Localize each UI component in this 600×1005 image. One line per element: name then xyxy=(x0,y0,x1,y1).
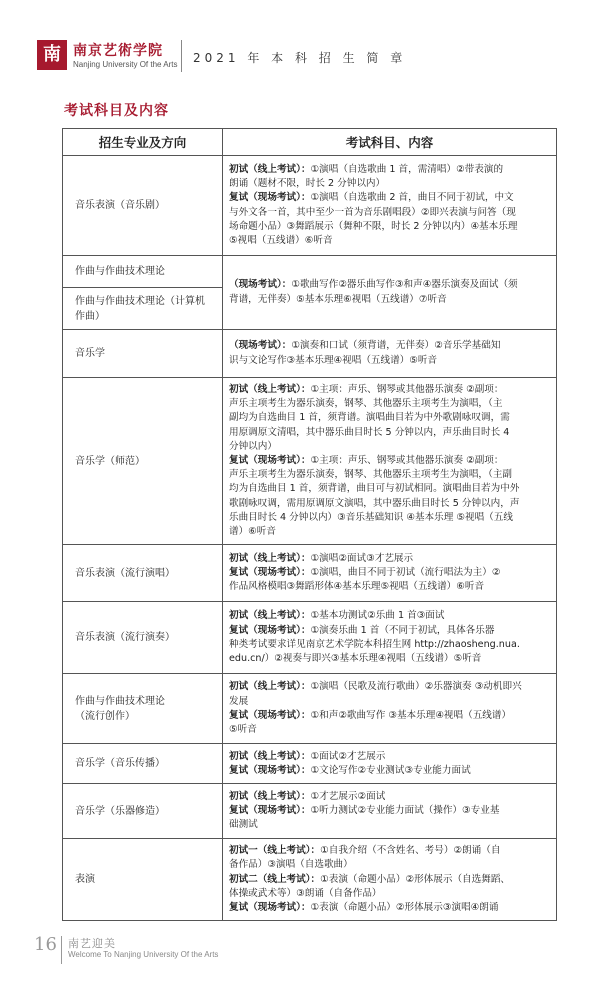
content-line: 识与文论写作③基本乐理④视唱（五线谱）⑤听音 xyxy=(229,354,438,366)
content-cell xyxy=(223,674,557,744)
content-cell xyxy=(223,744,557,784)
content-cell xyxy=(223,256,557,330)
content-line: 初试（线上考试）：①主项：声乐、钢琴或其他器乐演奏 ②副项： xyxy=(229,384,504,395)
major-cell: 作曲与作曲技术理论（计算机作曲） xyxy=(63,288,223,330)
major-cell: 作曲与作曲技术理论 xyxy=(63,256,223,288)
page-number: 16 xyxy=(34,934,57,955)
content-line: 初试（线上考试）：①面试②才艺展示 xyxy=(229,750,386,762)
table-row xyxy=(63,378,557,545)
content-line: 复试（现场考试）：①和声②歌曲写作 ③基本乐理④视唱（五线谱） xyxy=(229,709,512,721)
exam-subjects-table xyxy=(62,128,557,921)
content-line: 复试（现场考试）：①主项：声乐、钢琴或其他器乐演奏 ②副项： xyxy=(229,455,504,467)
content-line: 声乐主项考生为器乐演奏，钢琴、其他器乐主项考生为演唱，（主 xyxy=(229,398,503,410)
university-name-en: Nanjing University Of the Arts xyxy=(73,60,178,69)
table-row xyxy=(63,839,557,921)
content-line: 初试一（线上考试）：①自我介绍（不含姓名、考号）②朗诵（自 xyxy=(229,845,501,857)
major-cell: 音乐学（乐器修造） xyxy=(63,784,223,839)
table-row xyxy=(63,674,557,744)
content-line: 初试（线上考试）：①演唱（民歌及流行歌曲）②乐器演奏 ③动机即兴 xyxy=(229,681,522,693)
major-line: 作曲与作曲技术理论 xyxy=(75,695,165,707)
content-line: ⑤视唱（五线谱）⑥听音 xyxy=(229,234,333,246)
content-line: 分钟以内） xyxy=(229,440,277,452)
content-line: 种类考试要求详见南京艺术学院本科招生网 http://zhaosheng.nua. xyxy=(229,638,520,650)
content-line: 发展 xyxy=(229,695,249,707)
content-line: 复试（现场考试）：①演奏乐曲 1 首（不同于初试，具体各乐器 xyxy=(229,624,495,636)
document-title: 2021 年 本 科 招 生 简 章 xyxy=(193,51,407,65)
content-line: （现场考试）：①歌曲写作②器乐曲写作③和声④器乐演奏及面试（须 xyxy=(229,279,518,291)
content-line: 体操或武术等）③朗诵（自备作品） xyxy=(229,887,382,899)
major-cell: 音乐表演（流行演奏） xyxy=(63,602,223,674)
content-line: edu.cn/）②视奏与即兴③基本乐理④视唱（五线谱）⑤听音 xyxy=(229,652,482,664)
table-row xyxy=(63,744,557,784)
content-line: 与外文各一首，其中至少一首为音乐剧唱段）②即兴表演与问答（现 xyxy=(229,206,516,218)
content-line: 复试（现场考试）：①表演（命题小品）②形体展示③演唱④朗诵 xyxy=(229,902,499,914)
content-line: 复试（现场考试）：①文论写作②专业测试③专业能力面试 xyxy=(229,764,471,776)
university-name-cn: 南京艺術学院 xyxy=(73,43,163,59)
page-header xyxy=(0,0,600,80)
content-line: 初试（线上考试）：①演唱②面试③才艺展示 xyxy=(229,552,414,564)
content-line: 础测试 xyxy=(229,819,258,831)
column-header-major: 招生专业及方向 xyxy=(63,129,223,156)
content-line: 用原调原文清唱，其中器乐曲目时长 5 分钟以内，声乐曲目时长 4 xyxy=(229,426,510,438)
content-line: 副均为自选曲目 1 首，须背谱。演唱曲目若为中外歌剧咏叹调，需 xyxy=(229,412,510,424)
content-line: 歌剧咏叹调，需用原调原文演唱，其中器乐曲目时长 5 分钟以内，声 xyxy=(229,497,520,509)
page-footer xyxy=(0,930,600,1005)
content-line: 复试（现场考试）：①听力测试②专业能力面试（操作）③专业基 xyxy=(229,805,500,817)
column-header-content: 考试科目、内容 xyxy=(223,129,557,156)
section-title: 考试科目及内容 xyxy=(64,103,169,119)
table-row xyxy=(63,602,557,674)
major-cell: 音乐表演（流行演唱） xyxy=(63,545,223,602)
major-cell: 表演 xyxy=(63,839,223,921)
content-line: 朗诵（题材不限，时长 2 分钟以内） xyxy=(229,178,386,190)
major-line: （流行创作） xyxy=(75,710,135,722)
content-cell xyxy=(223,784,557,839)
major-cell: 音乐表演（音乐剧） xyxy=(63,156,223,256)
content-cell xyxy=(223,545,557,602)
table-row xyxy=(63,156,557,256)
content-line: 作品风格模唱③舞蹈形体④基本乐理⑤视唱（五线谱）⑥听音 xyxy=(229,581,485,593)
content-line: 谱）⑥听音 xyxy=(229,526,276,538)
content-line: （现场考试）：①演奏和口试（须背谱，无伴奏）②音乐学基础知 xyxy=(229,340,501,352)
footer-divider xyxy=(61,936,62,964)
content-line: 乐曲目时长 4 分钟以内）③音乐基础知识 ④基本乐理 ⑤视唱（五线 xyxy=(229,511,513,523)
content-line: 场命题小品）③舞蹈展示（舞种不限，时长 2 分钟以内）④基本乐理 xyxy=(229,220,518,232)
content-line: 复试（现场考试）：①演唱，曲目不同于初试（流行唱法为主）② xyxy=(229,567,501,579)
university-logo-icon: 南 xyxy=(37,40,67,70)
content-line: 初试二（线上考试）：①表演（命题小品）②形体展示（自选舞蹈、 xyxy=(229,873,511,885)
major-cell: 音乐学 xyxy=(63,330,223,378)
table-row xyxy=(63,330,557,378)
content-line: 复试（现场考试）：①演唱（自选歌曲 2 首，曲目不同于初试，中文 xyxy=(229,192,514,204)
major-cell xyxy=(63,674,223,744)
content-line: 备作品）③演唱（自选歌曲） xyxy=(229,859,353,871)
content-line: 声乐主项考生为器乐演奏，钢琴、其他器乐主项考生为演唱，（主副 xyxy=(229,469,513,481)
content-line: 初试（线上考试）：①才艺展示②面试 xyxy=(229,790,386,802)
header-divider xyxy=(181,40,182,72)
footer-slogan-en: Welcome To Nanjing University Of the Arts xyxy=(68,950,219,959)
footer-slogan-cn: 南艺迎美 xyxy=(68,937,116,950)
major-cell: 音乐学（音乐传播） xyxy=(63,744,223,784)
content-cell xyxy=(223,330,557,378)
content-cell xyxy=(223,378,557,545)
major-cell: 音乐学（师范） xyxy=(63,378,223,545)
content-line: ⑤听音 xyxy=(229,723,257,735)
content-cell xyxy=(223,602,557,674)
content-cell xyxy=(223,156,557,256)
content-cell xyxy=(223,839,557,921)
content-line: 背谱，无伴奏）⑤基本乐理⑥视唱（五线谱）⑦听音 xyxy=(229,293,447,305)
table-row xyxy=(63,784,557,839)
table-row xyxy=(63,545,557,602)
content-line: 初试（线上考试）：①演唱（自选歌曲 1 首，需清唱）②带表演的 xyxy=(229,163,504,175)
content-line: 初试（线上考试）：①基本功测试②乐曲 1 首③面试 xyxy=(229,610,445,622)
table-header-row xyxy=(63,129,557,156)
table-row xyxy=(63,256,557,288)
content-line: 均为自选曲目 1 首，须背谱，曲目可与初试相同。演唱曲目若为中外 xyxy=(229,483,520,495)
